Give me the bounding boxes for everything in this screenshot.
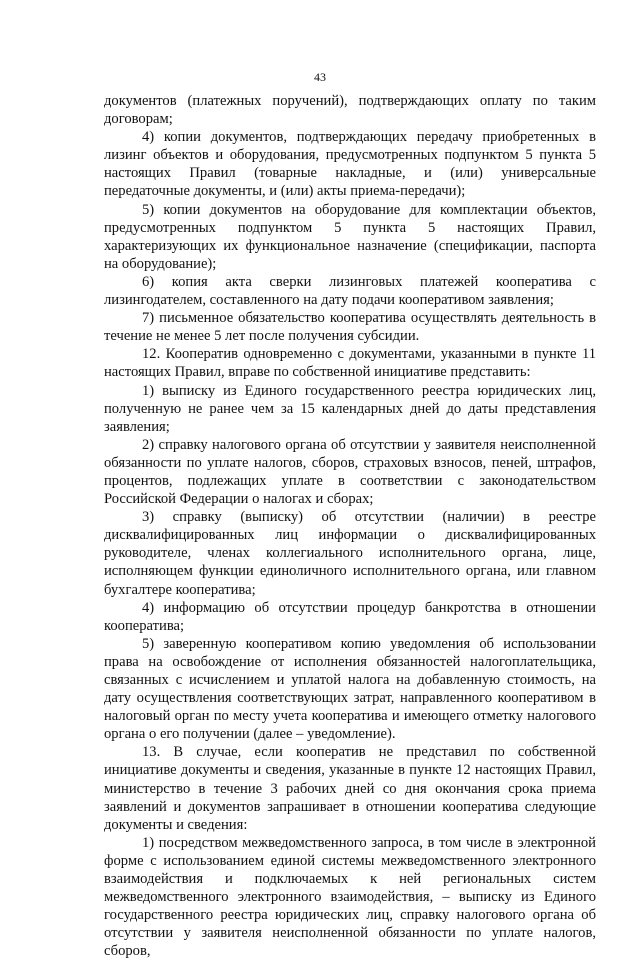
paragraph: 12. Кооператив одновременно с документами, указанными в пункте 11 настоящих Правил, вправе по собственной инициативе представить: xyxy=(104,346,596,381)
paragraph: документов (платежных поручений), подтверждающих оплату по таким договорам; xyxy=(104,93,596,128)
paragraph: 5) заверенную кооперативом копию уведомления об использовании права на освобождение от исполнения обязанностей налогоплательщика, связанных с исчислением и уплатой налога на добавленную стоимость, на дату осуществления соответствующих затрат, направленного кооперативом в налоговый орган по месту учета кооператива и имеющего отметку налогового органа о его получении (далее – уведомление). xyxy=(104,635,596,743)
paragraph: 1) выписку из Единого государственного реестра юридических лиц, полученную не ранее чем за 15 календарных дней до даты представления заявления; xyxy=(104,382,596,435)
paragraph: 5) копии документов на оборудование для комплектации объектов, предусмотренных подпунктом 5 пункта 5 настоящих Правил, характеризующих их функциональное назначение (спецификации, паспорта на оборудование); xyxy=(104,201,596,272)
paragraph: 6) копия акта сверки лизинговых платежей кооператива с лизингодателем, составленного на дату подачи кооперативом заявления; xyxy=(104,273,596,309)
paragraph: 7) письменное обязательство кооператива осуществлять деятельность в течение не менее 5 лет после получения субсидии. xyxy=(104,310,596,345)
paragraph: 13. В случае, если кооператив не представил по собственной инициативе документы и сведения, указанные в пункте 12 настоящих Правил, министерство в течение 3 рабочих дней со дня окончания срока приема заявлений и документов запрашивает в отношении кооператива следующие документы и сведения: xyxy=(104,744,596,833)
paragraph: 4) копии документов, подтверждающих передачу приобретенных в лизинг объектов и оборудования, предусмотренных подпунктом 5 пункта 5 настоящих Правил (товарные накладные, и (или) универсальные передаточные документы, и (или) акты приема-передачи); xyxy=(104,129,596,200)
page-number: 43 xyxy=(314,70,326,84)
paragraph: 3) справку (выписку) об отсутствии (наличии) в реестре дисквалифицированных лиц информации о дисквалифицированных руководителе, членах коллегиального исполнительного органа, лице, исполняющем функции единоличного исполнительного органа, или главном бухгалтере кооператива; xyxy=(104,509,596,598)
paragraph: 1) посредством межведомственного запроса, в том числе в электронной форме с использованием единой системы межведомственного электронного взаимодействия и подключаемых к ней региональных систем межведомственного электронного взаимодействия, – выписку из Единого государственного реестра юридических лиц, справку налогового органа об отсутствии у заявителя неисполненной обязанности по уплате налогов, сборов, xyxy=(104,834,596,960)
paragraph: 2) справку налогового органа об отсутствии у заявителя неисполненной обязанности по уплате налогов, сборов, страховых взносов, пеней, штрафов, процентов, подлежащих уплате в соответствии с законодательством Российской Федерации о налогах и сборах; xyxy=(104,436,596,508)
paragraph: 4) информацию об отсутствии процедур банкротства в отношении кооператива; xyxy=(104,599,596,634)
document-body xyxy=(104,92,596,961)
